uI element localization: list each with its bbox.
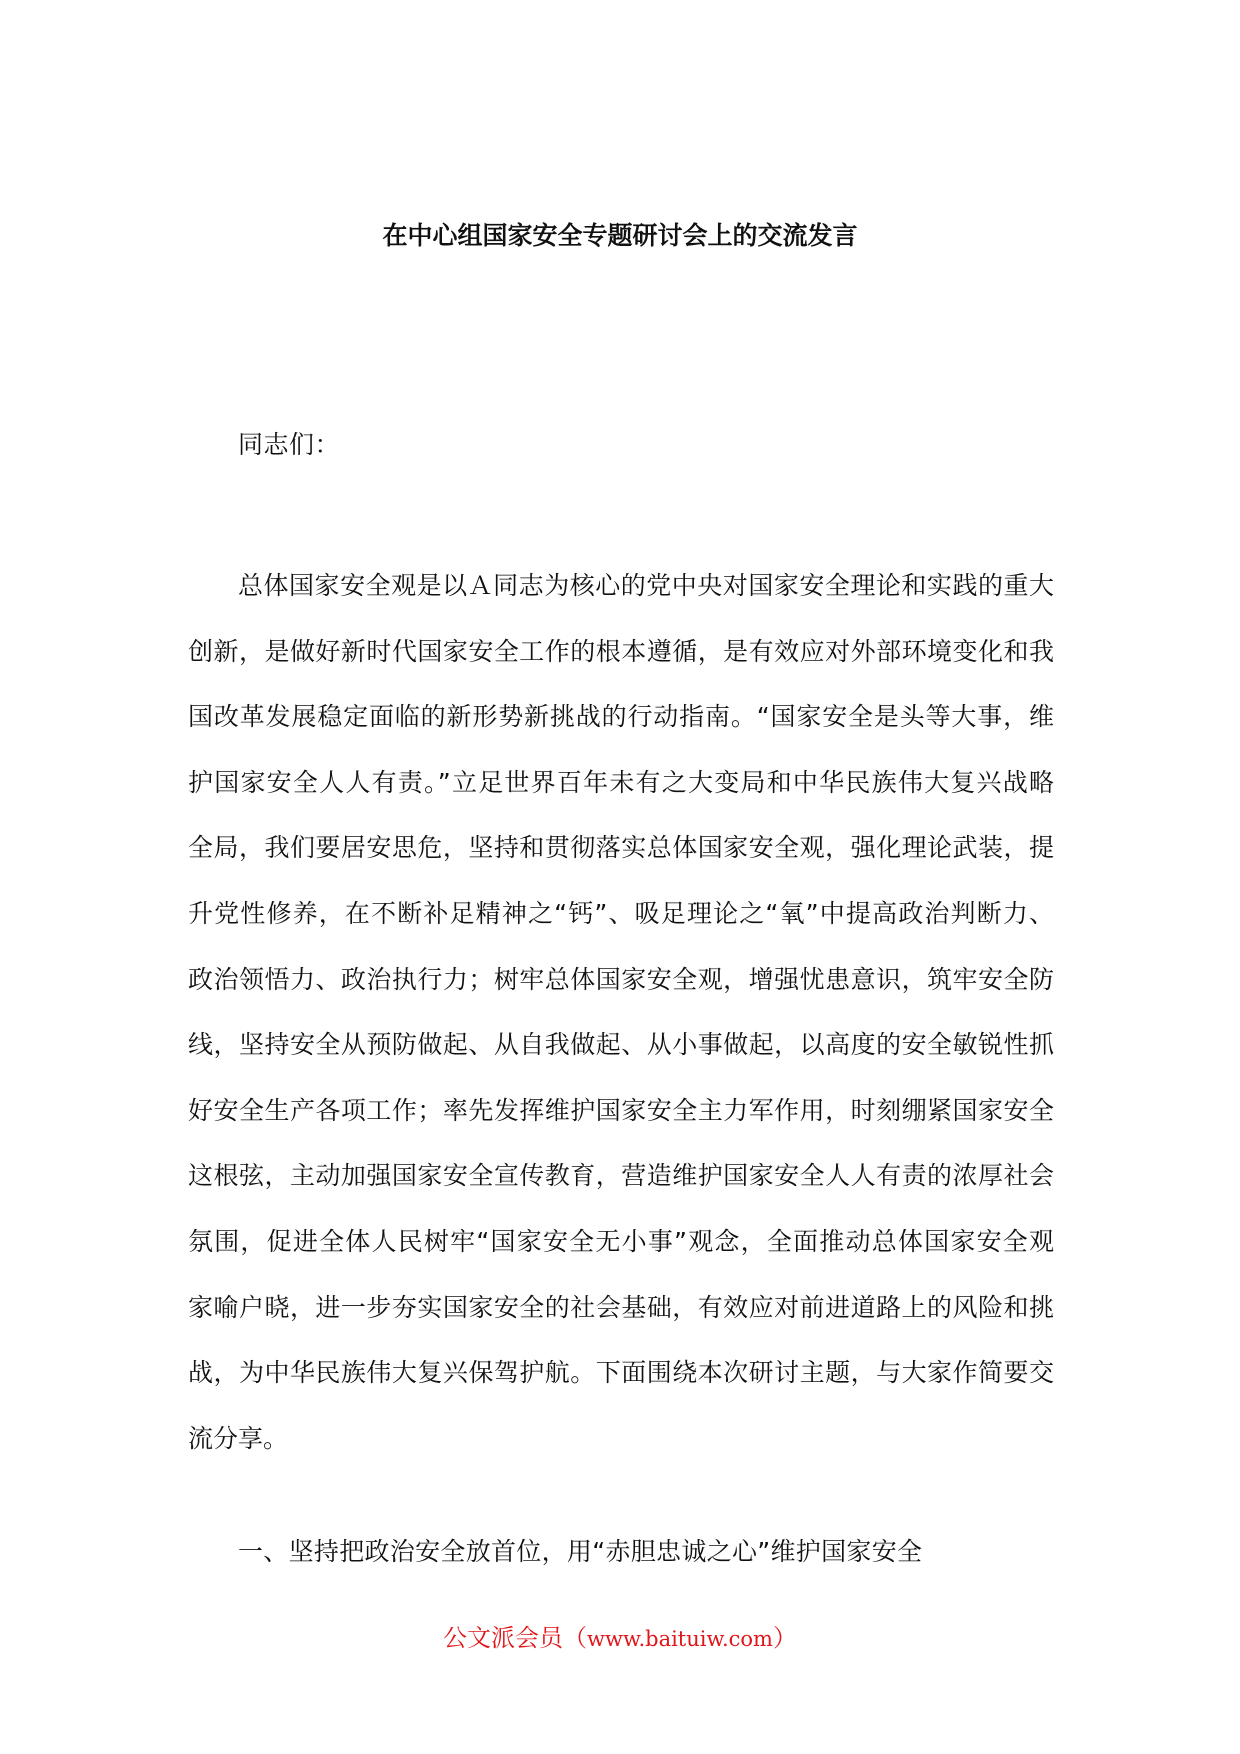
paragraph-line: 战，为中华民族伟大复兴保驾护航。下面围绕本次研讨主题，与大家作简要交 — [188, 1358, 1054, 1388]
section-heading: 一、坚持把政治安全放首位，用“赤胆忠诚之心”维护国家安全 — [238, 1537, 923, 1566]
paragraph-line: 国改革发展稳定面临的新形势新挑战的行动指南。“国家安全是头等大事，维 — [188, 702, 1054, 732]
footer-url[interactable]: www.baituiw.com — [587, 1627, 773, 1651]
paragraph-line: 政治领悟力、政治执行力；树牢总体国家安全观，增强忧患意识，筑牢安全防 — [188, 964, 1054, 994]
paragraph-line: 氛围，促进全体人民树牢“国家安全无小事”观念，全面推动总体国家安全观 — [188, 1226, 1054, 1256]
paragraph-line: 总体国家安全观是以Ａ同志为核心的党中央对国家安全理论和实践的重大 — [238, 571, 1054, 600]
footer-close: ） — [772, 1624, 797, 1652]
intro-paragraph — [188, 553, 1054, 1471]
paragraph-line: 这根弦，主动加强国家安全宣传教育，营造维护国家安全人人有责的浓厚社会 — [188, 1161, 1054, 1191]
paragraph-line: 线，坚持安全从预防做起、从自我做起、从小事做起，以高度的安全敏锐性抓 — [188, 1030, 1054, 1060]
paragraph-line: 升党性修养，在不断补足精神之“钙”、吸足理论之“氧”中提高政治判断力、 — [188, 898, 1054, 928]
footer-watermark — [0, 1618, 1240, 1653]
salutation: 同志们： — [238, 430, 341, 459]
document-title: 在中心组国家安全专题研讨会上的交流发言 — [382, 221, 858, 250]
paragraph-line: 流分享。 — [188, 1423, 289, 1453]
paragraph-line: 全局，我们要居安思危，坚持和贯彻落实总体国家安全观，强化理论武装，提 — [188, 833, 1054, 863]
paragraph-line: 创新，是做好新时代国家安全工作的根本遵循，是有效应对外部环境变化和我 — [188, 636, 1054, 666]
footer-brand: 公文派会员（ — [443, 1624, 588, 1652]
paragraph-line: 家喻户晓，进一步夯实国家安全的社会基础，有效应对前进道路上的风险和挑 — [188, 1292, 1054, 1322]
paragraph-line: 护国家安全人人有责。”立足世界百年未有之大变局和中华民族伟大复兴战略 — [188, 767, 1054, 797]
paragraph-line: 好安全生产各项工作；率先发挥维护国家安全主力军作用，时刻绷紧国家安全 — [188, 1095, 1054, 1125]
